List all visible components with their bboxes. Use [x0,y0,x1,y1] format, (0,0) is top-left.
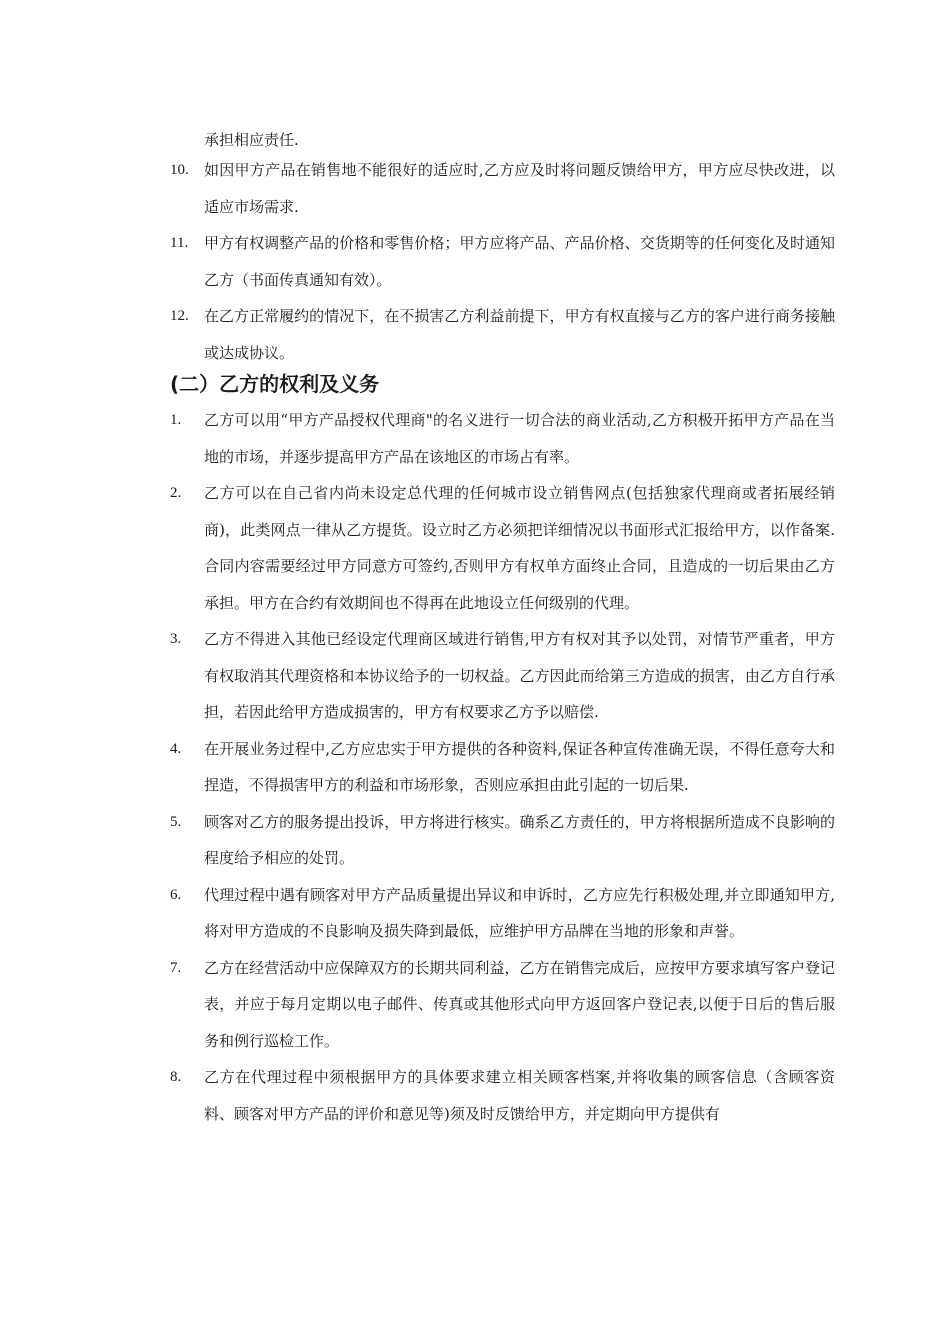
item-text: 乙方可以用“甲方产品授权代理商"的名义进行一切合法的商业活动,乙方积极开拓甲方产品在当地的市场，并逐步提高甲方产品在该地区的市场占有率。 [204,411,835,466]
clause-list-party-b [170,402,835,1132]
list-item [170,621,835,731]
item-number: 12. [170,308,189,324]
item-number: 1. [170,412,182,428]
item-text: 在开展业务过程中,乙方应忠实于甲方提供的各种资料,保证各种宣传准确无误，不得任意夸大和捏造，不得损害甲方的利益和市场形象，否则应承担由此引起的一切后果. [204,739,835,794]
item-text: 代理过程中遇有顾客对甲方产品质量提出异议和申诉时，乙方应先行积极处理,并立即通知甲方,将对甲方造成的不良影响及损失降到最低，应维护甲方品牌在当地的形象和声誉。 [204,885,835,940]
list-item [170,225,835,298]
item-number: 8. [170,1069,182,1085]
item-number: 5. [170,813,182,830]
item-number: 3. [170,631,182,647]
list-item [170,1059,835,1132]
item-text: 顾客对乙方的服务提出投诉，甲方将进行核实。确系乙方责任的，甲方将根据所造成不良影响的程度给予相应的处罚。 [204,812,835,867]
item-number: 2. [170,485,182,501]
list-item [170,298,835,371]
item-number: 10. [170,162,189,178]
item-text: 乙方可以在自己省内尚未设定总代理的任何城市设立销售网点(包括独家代理商或者拓展经销商)，此类网点一律从乙方提货。设立时乙方必须把详细情况以书面形式汇报给甲方，以作备案.合同内容需要经过甲方同意方可签约,否则甲方有权单方面终止合同，且造成的一切后果由乙方承担。甲方在合约有效期间也不得再在此地设立任何级别的代理。 [204,484,835,612]
item-text: 乙方不得进入其他已经设定代理商区域进行销售,甲方有权对其予以处罚，对情节严重者，甲方有权取消其代理资格和本协议给予的一切权益。乙方因此而给第三方造成的损害，由乙方自行承担，若因此给甲方造成损害的，甲方有权要求乙方予以赔偿. [204,630,835,721]
list-item [170,950,835,1060]
list-item [170,804,835,877]
list-item [170,731,835,804]
item-text: 如因甲方产品在销售地不能很好的适应时,乙方应及时将问题反馈给甲方，甲方应尽快改进，以适应市场需求. [204,161,835,216]
item-text: 在乙方正常履约的情况下，在不损害乙方利益前提下，甲方有权直接与乙方的客户进行商务接触或达成协议。 [204,307,835,362]
item-text: 乙方在代理过程中须根据甲方的具体要求建立相关顾客档案,并将收集的顾客信息（含顾客资料、顾客对甲方产品的评价和意见等)须及时反馈给甲方，并定期向甲方提供有 [204,1068,835,1123]
item-number: 4. [170,740,182,757]
list-item [170,152,835,225]
item-number: 6. [170,886,182,903]
continuation-text: 承担相应责任. [204,131,299,149]
list-item [170,877,835,950]
list-item [170,402,835,475]
list-item [170,475,835,621]
item-text: 乙方在经营活动中应保障双方的长期共同利益，乙方在销售完成后，应按甲方要求填写客户登记表，并应于每月定期以电子邮件、传真或其他形式向甲方返回客户登记表,以便于日后的售后服务和例行巡检工作。 [204,958,835,1050]
item-number: 7. [170,959,182,976]
clause-list-party-a [170,152,835,371]
item-text: 甲方有权调整产品的价格和零售价格；甲方应将产品、产品价格、交货期等的任何变化及时通知乙方（书面传真通知有效）。 [204,234,835,289]
section-heading: (二）乙方的权利及义务 [170,372,380,396]
item-number: 11. [170,235,189,251]
